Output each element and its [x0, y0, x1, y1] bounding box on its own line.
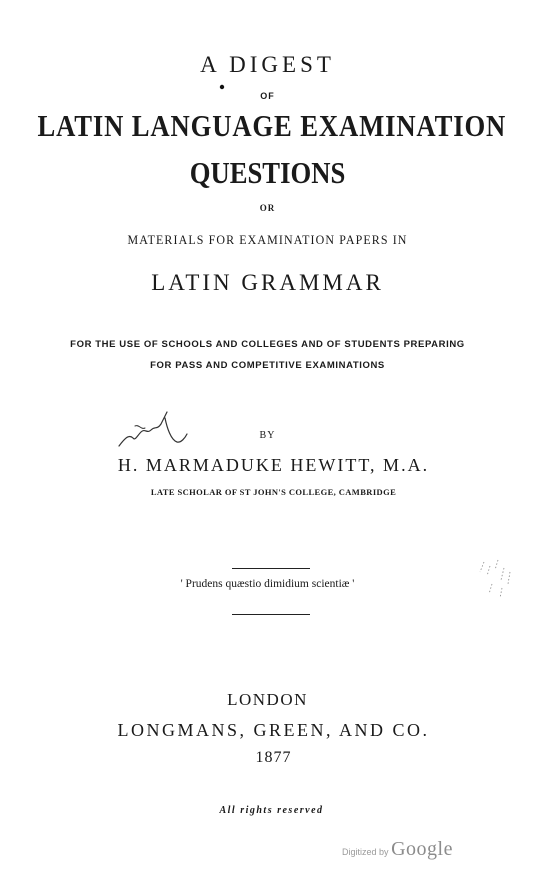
author-affiliation: LATE SCHOLAR OF ST JOHN'S COLLEGE, CAMBRIDGE: [150, 487, 397, 497]
publisher: LONGMANS, GREEN, AND CO.: [117, 720, 430, 740]
subtitle: MATERIALS FOR EXAMINATION PAPERS IN: [127, 232, 408, 247]
speck-dot: [219, 84, 225, 90]
author-name: H. MARMADUKE HEWITT, M.A.: [117, 455, 430, 475]
or-connector: OR: [259, 203, 276, 213]
scan-marks-right: [478, 558, 518, 608]
purpose-line-2: FOR PASS AND COMPETITIVE EXAMINATIONS: [150, 360, 385, 371]
title-line-3: QUESTIONS: [189, 155, 346, 190]
title-line-1: A DIGEST: [200, 52, 335, 77]
publication-year: 1877: [255, 749, 292, 766]
subject-title: LATIN GRAMMAR: [151, 270, 384, 295]
digitized-watermark: [130, 838, 535, 861]
motto-rule-top: [232, 568, 310, 569]
by-label: BY: [259, 430, 276, 441]
of-connector: OF: [260, 91, 275, 101]
motto: ' Prudens quæstio dimidium scientiæ ': [180, 578, 355, 590]
publication-place: LONDON: [227, 690, 308, 709]
motto-rule-bottom: [232, 614, 310, 615]
digitized-prefix: Digitized by: [342, 847, 389, 857]
google-brand: Google: [391, 838, 453, 860]
title-line-2: LATIN LANGUAGE EXAMINATION: [37, 108, 507, 143]
purpose-line-1: FOR THE USE OF SCHOOLS AND COLLEGES AND OF STUDENTS PREPARING: [70, 339, 465, 350]
rights-notice: All rights reserved: [219, 805, 324, 816]
